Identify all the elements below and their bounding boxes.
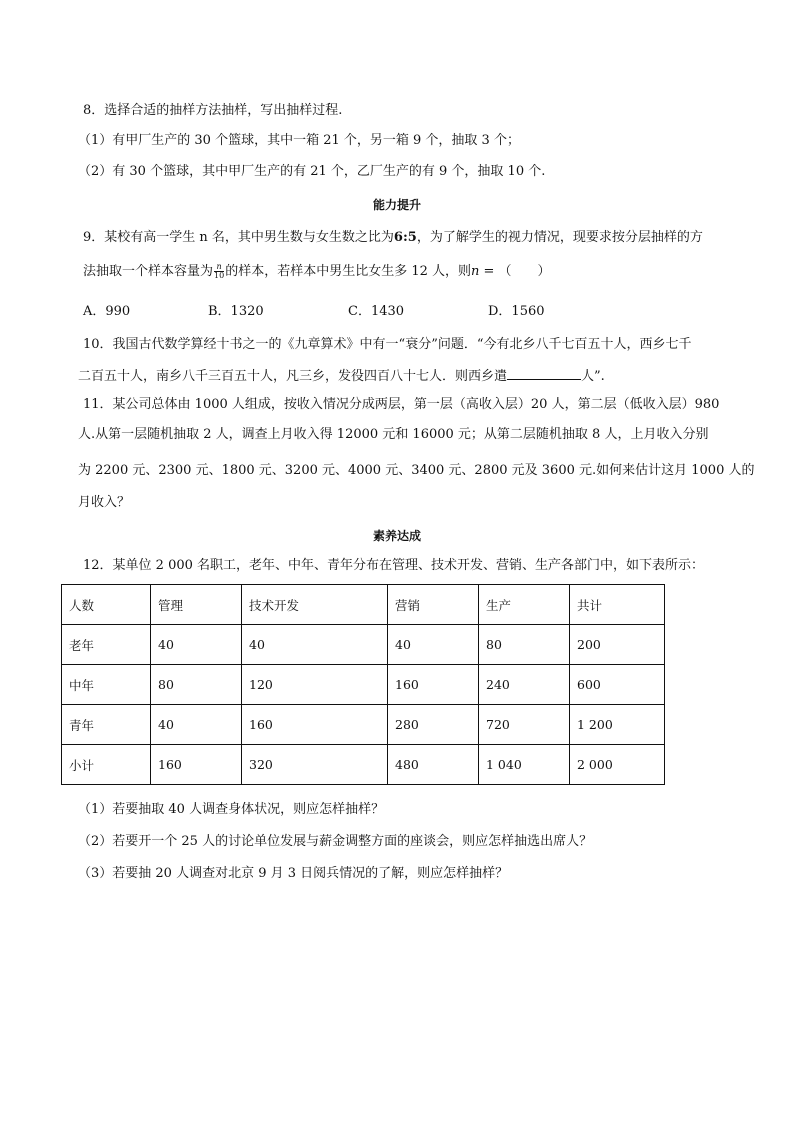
q10-line2: [78, 365, 605, 387]
table-header-cell: 生产: [479, 585, 570, 625]
table-cell: 中年: [62, 665, 151, 705]
q9-ratio: 6:5: [393, 230, 417, 245]
q9-text-e: = （ ）: [479, 264, 551, 279]
table-cell: 1 200: [570, 705, 665, 745]
table-cell: 1 040: [479, 745, 570, 785]
q9-var-n: n: [471, 264, 480, 279]
table-cell: 40: [388, 625, 479, 665]
table-header-cell: 营销: [388, 585, 479, 625]
q9-text-d: 的样本，若样本中男生比女生多 12 人，则: [225, 264, 472, 279]
q9-line1: [83, 228, 703, 248]
table-header-row: [62, 585, 665, 625]
table-cell: 40: [151, 705, 242, 745]
q9-option-d[interactable]: D．1560: [488, 304, 545, 319]
q12-part3: （3）若要抽 20 人调查对北京 9 月 3 日阅兵情况的了解，则应怎样抽样？: [78, 866, 509, 881]
q12-data-table: [61, 584, 665, 785]
q9-options: [83, 302, 683, 322]
q9-option-b[interactable]: B．1320: [208, 304, 264, 319]
table-header-cell: 共计: [570, 585, 665, 625]
table-cell: 40: [151, 625, 242, 665]
table-cell: 老年: [62, 625, 151, 665]
q9-fraction-numerator: n: [214, 263, 224, 272]
table-cell: 720: [479, 705, 570, 745]
table-cell: 480: [388, 745, 479, 785]
q8-part2: （2）有 30 个篮球，其中甲厂生产的有 21 个，乙厂生产的有 9 个，抽取 10 个.: [78, 164, 546, 179]
q8-part1: （1）有甲厂生产的 30 个篮球，其中一箱 21 个，另一箱 9 个，抽取 3 个；: [78, 133, 520, 148]
table-cell: 80: [479, 625, 570, 665]
table-row: [62, 705, 665, 745]
q9-text-b: ，为了解学生的视力情况，现要求按分层抽样的方: [416, 230, 703, 245]
q9-option-a[interactable]: A．990: [83, 304, 131, 319]
q11-line1: 11．某公司总体由 1000 人组成，按收入情况分成两层，第一层（高收入层）20 人，第二层（低收入层）980: [83, 397, 720, 412]
q9-fraction-denominator: 10: [214, 271, 225, 280]
q8-stem: 8．选择合适的抽样方法抽样，写出抽样过程.: [83, 103, 343, 118]
q12-part1: （1）若要抽取 40 人调查身体状况，则应怎样抽样？: [78, 802, 385, 817]
q10-answer-blank[interactable]: [507, 365, 581, 380]
q11-line2: 人.从第一层随机抽取 2 人，调查上月收入得 12000 元和 16000 元；从第二层随机抽取 8 人，上月收入分别: [78, 427, 709, 442]
table-cell: 青年: [62, 705, 151, 745]
q11-line3: 为 2200 元、2300 元、1800 元、3200 元、4000 元、3400 元、2800 元及 3600 元.如何来估计这月 1000 人的: [78, 463, 755, 478]
table-header-cell: 人数: [62, 585, 151, 625]
table-cell: 240: [479, 665, 570, 705]
q10-line1: 10．我国古代数学算经十书之一的《九章算术》中有一“衰分”问题．“今有北乡八千七百五十人，西乡七千: [83, 337, 692, 352]
table-row: [62, 665, 665, 705]
section-heading-ability: 能力提升: [372, 198, 421, 212]
table-cell: 小计: [62, 745, 151, 785]
table-cell: 2 000: [570, 745, 665, 785]
q9-text-c: 法抽取一个样本容量为: [83, 264, 214, 279]
table-header-cell: 管理: [151, 585, 242, 625]
q10-text-b: 人”.: [581, 369, 605, 384]
q12-part2: （2）若要开一个 25 人的讨论单位发展与薪金调整方面的座谈会，则应怎样抽选出席人？: [78, 834, 593, 849]
q9-option-c[interactable]: C．1430: [348, 304, 405, 319]
q11-line4: 月收入？: [78, 495, 131, 510]
table-row: [62, 745, 665, 785]
table-cell: 320: [242, 745, 388, 785]
q12-stem: 12．某单位 2 000 名职工，老年、中年、青年分布在管理、技术开发、营销、生产各部门中，如下表所示：: [83, 558, 705, 573]
table-cell: 80: [151, 665, 242, 705]
table-cell: 160: [388, 665, 479, 705]
table-cell: 280: [388, 705, 479, 745]
q9-text-a: 9．某校有高一学生 n 名，其中男生数与女生数之比为: [83, 230, 394, 245]
table-cell: 160: [242, 705, 388, 745]
q10-text-a: 二百五十人，南乡八千三百五十人，凡三乡，发役四百八十七人．则西乡遣: [78, 369, 508, 384]
q9-line2: [83, 262, 551, 282]
q9-fraction: [214, 263, 224, 280]
table-header-cell: 技术开发: [242, 585, 388, 625]
table-cell: 40: [242, 625, 388, 665]
table-cell: 200: [570, 625, 665, 665]
section-heading-literacy: 素养达成: [372, 529, 421, 543]
table-cell: 120: [242, 665, 388, 705]
table-cell: 600: [570, 665, 665, 705]
table-row: [62, 625, 665, 665]
table-cell: 160: [151, 745, 242, 785]
